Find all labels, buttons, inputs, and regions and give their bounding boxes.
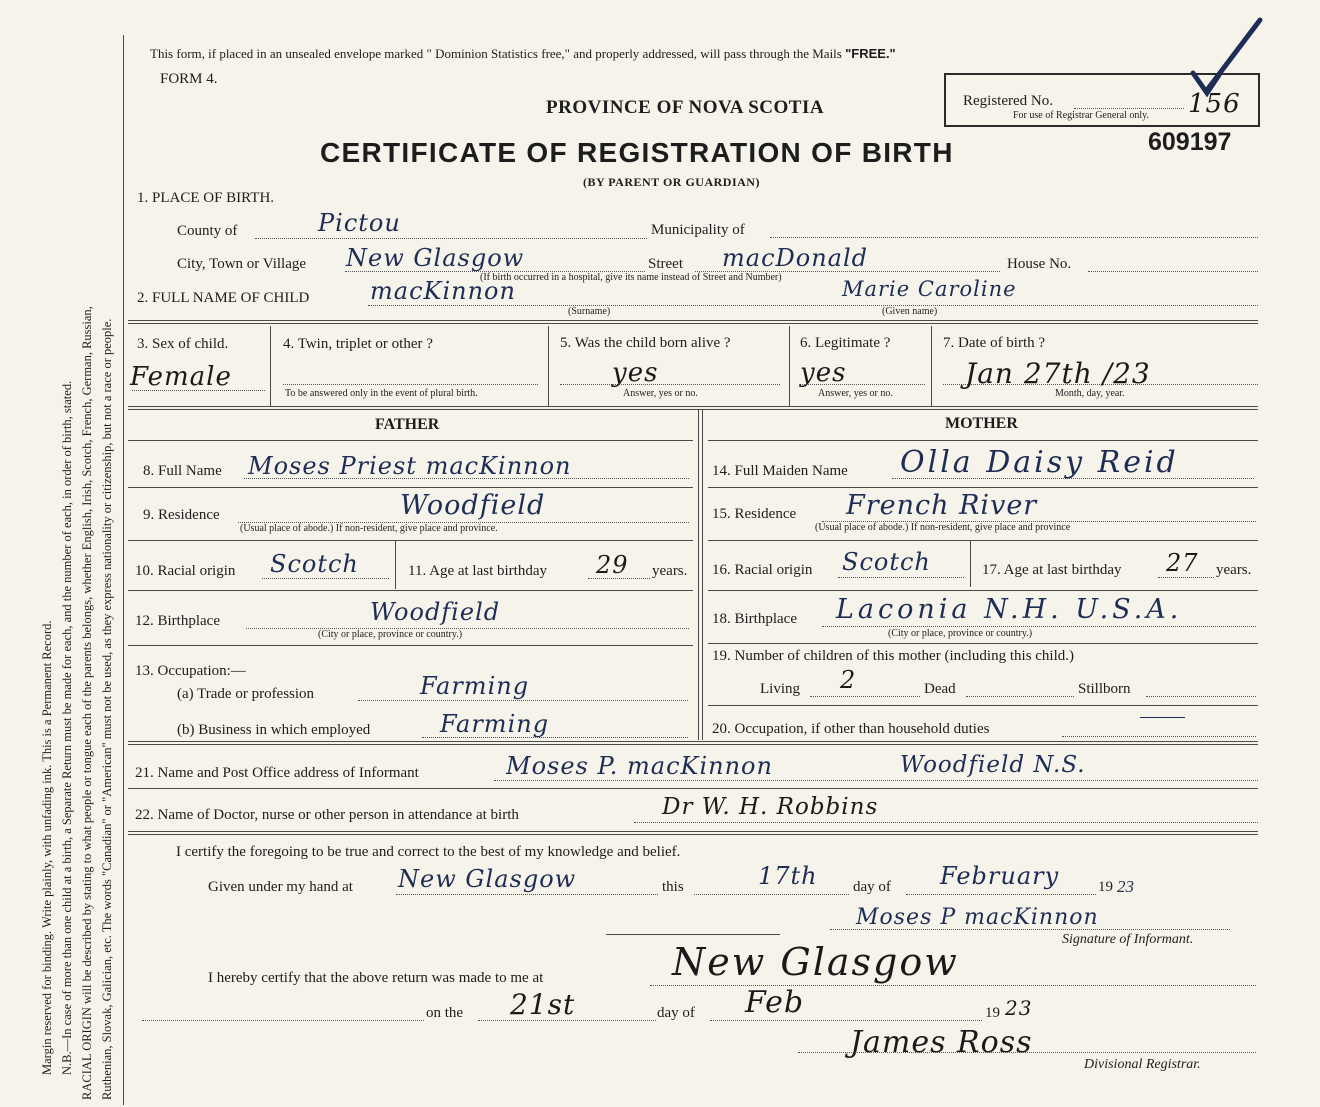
given-under-hand-label: Given under my hand at — [208, 879, 353, 895]
mother-racial-origin-value: Scotch — [842, 548, 931, 576]
father-residence-note: (Usual place of abode.) If non-resident, give place and province. — [240, 523, 498, 534]
street-label: Street — [648, 256, 683, 272]
born-alive-label: 5. Was the child born alive ? — [560, 335, 731, 351]
registrar-year-value: 23 — [1005, 996, 1033, 1020]
father-racial-origin-label: 10. Racial origin — [135, 563, 236, 579]
mother-heading: MOTHER — [945, 415, 1018, 432]
registrar-month-value: Feb — [745, 985, 805, 1020]
margin-note-racial-origin: RACIAL ORIGIN will be described by stating to what people or tongue each of the parents belongs, whether English, Irish, Scotch, French, German, Russian, — [80, 306, 94, 1100]
date-of-birth-value: Jan 27th /23 — [965, 357, 1151, 390]
twin-label: 4. Twin, triplet or other ? — [283, 336, 433, 352]
mother-racial-origin-label: 16. Racial origin — [712, 562, 813, 578]
father-residence-value: Woodfield — [400, 490, 546, 521]
mother-age-value: 27 — [1166, 549, 1199, 577]
living-label: Living — [760, 681, 800, 697]
certify-statement: I certify the foregoing to be true and correct to the best of my knowledge and belief. — [176, 844, 681, 860]
mother-residence-value: French River — [846, 490, 1038, 521]
living-value: 2 — [840, 666, 857, 694]
registered-label: Registered No. — [963, 93, 1053, 109]
county-value: Pictou — [318, 209, 401, 237]
serial-number: 609197 — [1148, 128, 1232, 156]
registered-number: 156 — [1188, 89, 1241, 119]
county-label: County of — [177, 223, 238, 239]
mother-birthplace-label: 18. Birthplace — [712, 611, 797, 627]
doctor-value: Dr W. H. Robbins — [662, 794, 879, 820]
doctor-label: 22. Name of Doctor, nurse or other person in attendance at birth — [135, 807, 519, 823]
informant-signature-value: Moses P macKinnon — [856, 905, 1099, 930]
informant-address-value: Woodfield N.S. — [900, 752, 1086, 778]
city-value: New Glasgow — [346, 244, 525, 272]
surname-caption: (Surname) — [568, 306, 611, 317]
father-age-unit: years. — [652, 563, 688, 579]
margin-notes — [0, 0, 114, 1107]
registrar-day-value: 21st — [510, 988, 576, 1021]
mail-free: "FREE." — [845, 46, 896, 61]
stillborn-label: Stillborn — [1078, 681, 1131, 697]
informant-signature-caption: Signature of Informant. — [1062, 932, 1194, 947]
municipality-label: Municipality of — [651, 222, 745, 238]
born-alive-value: yes — [612, 358, 659, 388]
father-age-value: 29 — [596, 551, 629, 579]
mother-name-value: Olla Daisy Reid — [900, 445, 1179, 480]
legitimate-note: Answer, yes or no. — [818, 388, 893, 399]
sex-value: Female — [130, 362, 232, 392]
mother-birthplace-note: (City or place, province or country.) — [888, 628, 1033, 639]
registrar-place-value: New Glasgow — [672, 940, 959, 984]
father-name-label: 8. Full Name — [143, 463, 222, 479]
father-birthplace-note: (City or place, province or country.) — [318, 629, 463, 640]
date-of-birth-label: 7. Date of birth ? — [943, 335, 1046, 351]
date-of-birth-note: Month, day, year. — [1055, 388, 1125, 399]
on-the-label: on the — [426, 1005, 464, 1021]
margin-note-racial-origin-cont: Ruthenian, Slovak, Galician, etc. The words "Canadian" or "American" must not be used, as they express nationality or citizenship, but not a race or people. — [100, 318, 114, 1100]
city-label: City, Town or Village — [177, 256, 307, 272]
father-occupation-label: 13. Occupation:— — [135, 663, 246, 679]
given-day-value: 17th — [758, 862, 818, 890]
this-label: this — [662, 879, 684, 895]
mother-children-label: 19. Number of children of this mother (including this child.) — [712, 648, 1075, 664]
margin-note-binding: Margin reserved for binding. Write plainly, with unfading ink. This is a Permanent Record. — [40, 620, 54, 1075]
margin-note-multiple-births: N.B.—In case of more than one child at a birth, a Separate Return must be made for each, and the number of each, in order of birth, stated. — [60, 380, 74, 1075]
street-value: macDonald — [722, 244, 869, 272]
registrar-year-prefix: 19 — [985, 1005, 1000, 1021]
given-place-value: New Glasgow — [398, 865, 577, 893]
legitimate-value: yes — [800, 358, 847, 388]
father-trade-value: Farming — [420, 672, 530, 700]
child-given-name-value: Marie Caroline — [842, 277, 1017, 301]
twin-note: To be answered only in the event of plural birth. — [285, 388, 478, 399]
check-mark-icon — [1185, 15, 1265, 115]
mail-notice: This form, if placed in an unsealed envelope marked " Dominion Statistics free," and properly addressed, will pass through the Mails "FREE." — [150, 46, 896, 61]
child-surname-value: macKinnon — [370, 277, 516, 305]
form-number: FORM 4. — [160, 71, 218, 87]
legitimate-label: 6. Legitimate ? — [800, 335, 891, 351]
registrar-caption: Divisional Registrar. — [1084, 1057, 1201, 1072]
mother-birthplace-value: Laconia N.H. U.S.A. — [836, 594, 1183, 625]
father-birthplace-label: 12. Birthplace — [135, 613, 220, 629]
father-racial-origin-value: Scotch — [270, 550, 359, 578]
mother-residence-label: 15. Residence — [712, 506, 797, 522]
mother-age-unit: years. — [1216, 562, 1252, 578]
certificate-subtitle: (BY PARENT OR GUARDIAN) — [583, 175, 760, 189]
province-title: PROVINCE OF NOVA SCOTIA — [546, 97, 825, 118]
mother-name-label: 14. Full Maiden Name — [712, 463, 848, 479]
house-number-label: House No. — [1007, 256, 1072, 272]
certificate-title: CERTIFICATE OF REGISTRATION OF BIRTH — [320, 137, 954, 168]
sex-label: 3. Sex of child. — [137, 336, 229, 352]
father-business-value: Farming — [440, 710, 550, 738]
informant-name-value: Moses P. macKinnon — [506, 752, 773, 780]
registrar-day-of-label: day of — [657, 1005, 695, 1021]
father-age-label: 11. Age at last birthday — [408, 563, 547, 579]
registrar-statement: I hereby certify that the above return was made to me at — [208, 970, 544, 986]
day-of-label: day of — [853, 879, 891, 895]
informant-label: 21. Name and Post Office address of Informant — [135, 765, 419, 781]
mother-residence-note: (Usual place of abode.) If non-resident, give place and province — [815, 522, 1071, 533]
mother-occupation-label: 20. Occupation, if other than household duties — [712, 721, 990, 737]
mother-age-label: 17. Age at last birthday — [982, 562, 1122, 578]
father-residence-label: 9. Residence — [143, 507, 220, 523]
father-name-value: Moses Priest macKinnon — [248, 452, 572, 480]
registered-note: For use of Registrar General only. — [1013, 110, 1149, 121]
given-month-value: February — [940, 862, 1060, 890]
place-of-birth-heading: 1. PLACE OF BIRTH. — [137, 190, 275, 206]
father-trade-label: (a) Trade or profession — [177, 686, 315, 702]
margin-rule — [123, 35, 124, 1105]
father-business-label: (b) Business in which employed — [177, 722, 371, 738]
born-alive-note: Answer, yes or no. — [623, 388, 698, 399]
child-name-label: 2. FULL NAME OF CHILD — [137, 290, 310, 306]
year-prefix: 19 — [1098, 879, 1113, 895]
dead-label: Dead — [924, 681, 956, 697]
given-name-caption: (Given name) — [882, 306, 938, 317]
registrar-signature-value: James Ross — [850, 1025, 1033, 1060]
given-year-value: 23 — [1117, 877, 1134, 896]
hospital-note: (If birth occurred in a hospital, give its name instead of Street and Number) — [480, 272, 782, 283]
father-birthplace-value: Woodfield — [370, 598, 501, 626]
father-heading: FATHER — [375, 416, 440, 433]
